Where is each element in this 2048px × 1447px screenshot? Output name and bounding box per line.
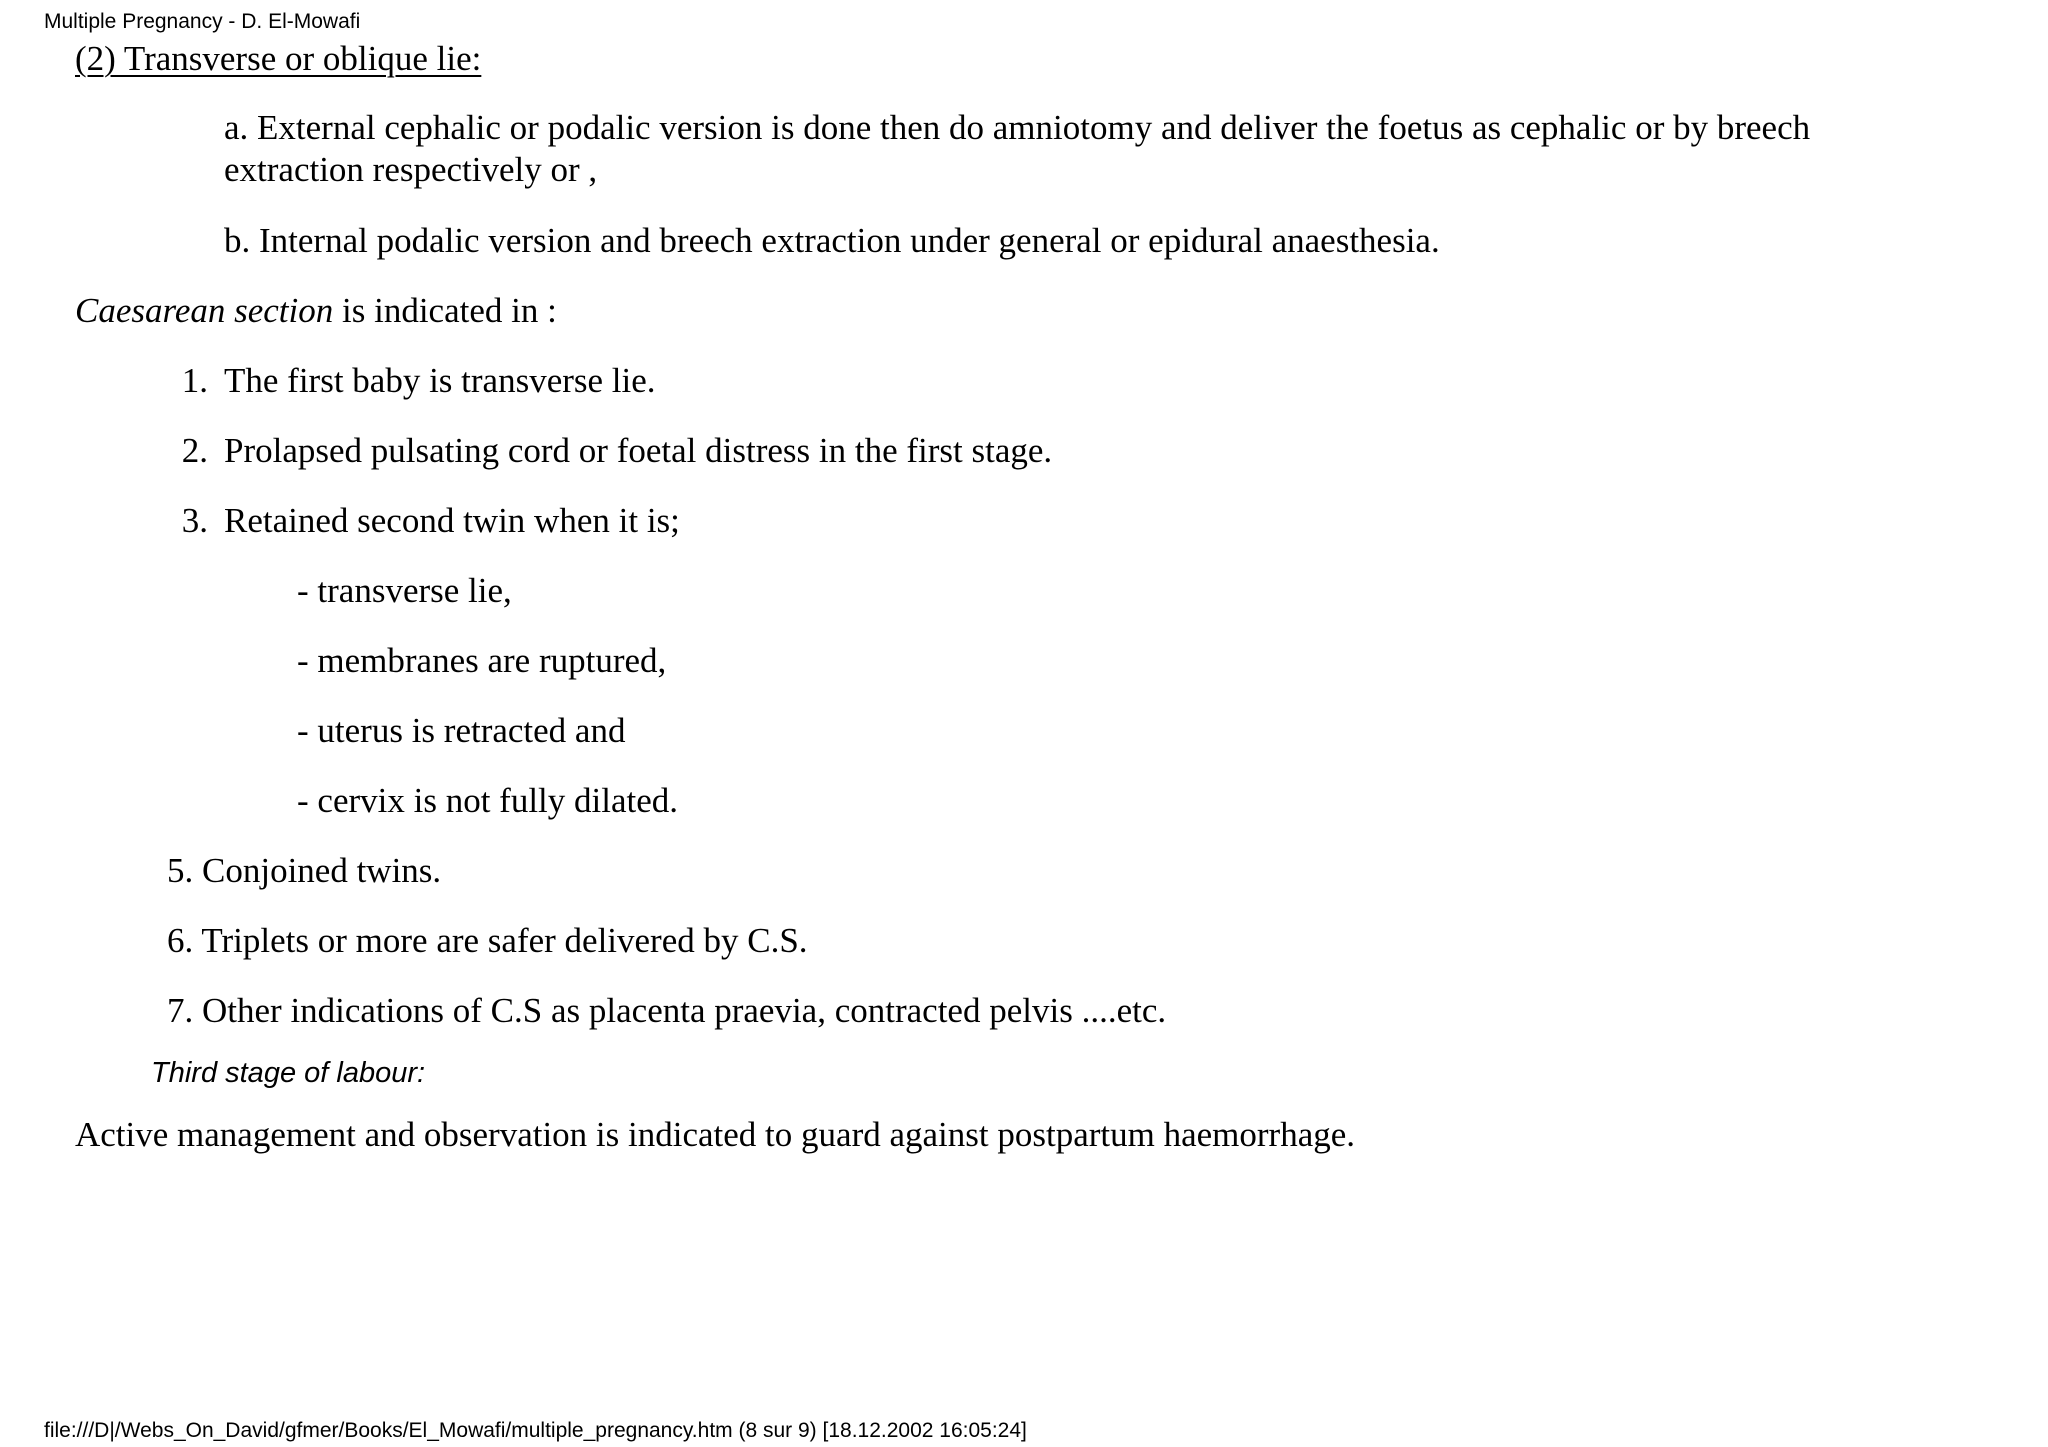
sub-item: - transverse lie, — [297, 571, 512, 610]
option-b: b. Internal podalic version and breech extraction under general or epidural anaesthesia. — [224, 221, 1440, 260]
caesarean-intro — [75, 290, 557, 332]
third-stage-heading: Third stage of labour: — [151, 1057, 426, 1089]
sub-item: - cervix is not fully dilated. — [297, 781, 679, 820]
option-a: a. External cephalic or podalic version is done then do amniotomy and deliver the foetus as cephalic or by breech extraction respectively or , — [224, 108, 1811, 189]
sub-item: - membranes are ruptured, — [297, 641, 667, 680]
indication-item — [160, 360, 656, 402]
indication-number: 3. — [181, 501, 208, 540]
sub-item: - uterus is retracted and — [297, 711, 626, 750]
caesarean-rest: is indicated in : — [333, 291, 557, 330]
indication-item: 6. Triplets or more are safer delivered by C.S. — [167, 921, 808, 960]
third-stage-text: Active management and observation is indicated to guard against postpartum haemorrhage. — [75, 1115, 1356, 1154]
page-header: Multiple Pregnancy - D. El-Mowafi — [44, 10, 361, 33]
indication-text: Retained second twin when it is; — [224, 501, 680, 540]
page-footer: file:///D|/Webs_On_David/gfmer/Books/El_Mowafi/multiple_pregnancy.htm (8 sur 9) [18.12.2002 16:05:24] — [44, 1419, 1027, 1442]
indication-item — [160, 500, 680, 542]
indication-item — [160, 430, 1052, 472]
indication-number: 2. — [181, 431, 208, 470]
indication-item: 5. Conjoined twins. — [167, 851, 442, 890]
indication-text: Prolapsed pulsating cord or foetal distress in the first stage. — [224, 431, 1053, 470]
indication-number: 1. — [181, 361, 208, 400]
indication-text: The first baby is transverse lie. — [224, 361, 656, 400]
section-heading: (2) Transverse or oblique lie: — [75, 39, 482, 78]
indication-item: 7. Other indications of C.S as placenta praevia, contracted pelvis ....etc. — [167, 991, 1167, 1030]
caesarean-term: Caesarean section — [75, 291, 334, 330]
